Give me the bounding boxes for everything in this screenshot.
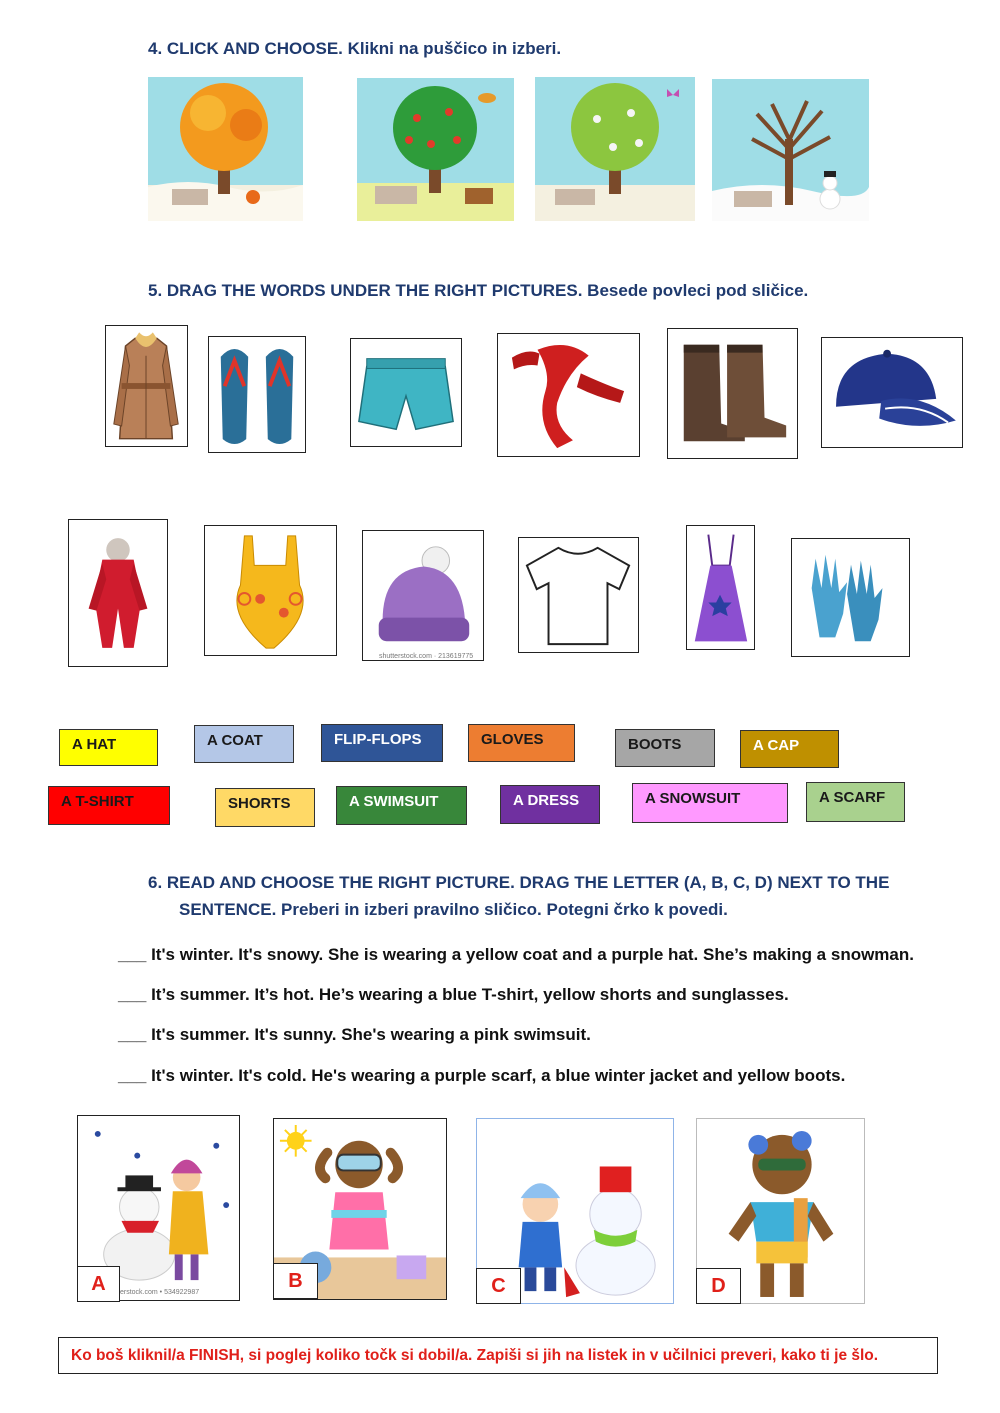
snowsuit-picture <box>68 519 168 667</box>
word-chip-gloves[interactable]: GLOVES <box>468 724 575 762</box>
word-chip-a-swimsuit[interactable]: A SWIMSUIT <box>336 786 467 825</box>
swimsuit-picture <box>204 525 337 656</box>
sentence-4[interactable]: ___ It's winter. It's cold. He's wearing a purple scarf, a blue winter jacket and yellow boots. <box>118 1066 846 1085</box>
word-chip-boots[interactable]: BOOTS <box>615 729 715 767</box>
scarf-picture <box>497 333 640 457</box>
cap-picture <box>821 337 963 448</box>
dress-picture <box>686 525 755 650</box>
spring-tree-picture[interactable] <box>535 77 695 221</box>
hat-watermark: shutterstock.com · 213619775 <box>379 653 474 660</box>
flip-flops-picture <box>208 336 306 453</box>
shorts-picture <box>350 338 462 447</box>
winter-tree-picture[interactable] <box>712 79 869 221</box>
coat-picture <box>105 325 188 447</box>
word-chip-a-cap[interactable]: A CAP <box>740 730 839 768</box>
gloves-picture <box>791 538 910 657</box>
word-chip-a-hat[interactable]: A HAT <box>59 729 158 766</box>
word-chip-a-t-shirt[interactable]: A T-SHIRT <box>48 786 170 825</box>
word-chip-flip-flops[interactable]: FLIP-FLOPS <box>321 724 443 762</box>
autumn-tree-picture[interactable] <box>148 77 303 221</box>
scene-a-watermark: erstock.com • 534922987 <box>120 1289 200 1296</box>
section-6-heading-line2: SENTENCE. Preberi in izberi pravilno sličico. Potegni črko k povedi. <box>179 900 728 919</box>
word-chip-a-scarf[interactable]: A SCARF <box>806 782 905 822</box>
letter-b-tile[interactable]: B <box>273 1263 318 1299</box>
boots-picture <box>667 328 798 459</box>
hat-picture <box>362 530 484 661</box>
sentence-2[interactable]: ___ It’s summer. It’s hot. He’s wearing a blue T-shirt, yellow shorts and sunglasses. <box>118 985 789 1004</box>
word-chip-shorts[interactable]: SHORTS <box>215 788 315 827</box>
finish-note: Ko boš kliknil/a FINISH, si poglej koliko točk si dobil/a. Zapiši si jih na listek in v učilnici preveri, kako ti je šlo. <box>58 1337 938 1374</box>
word-chip-a-dress[interactable]: A DRESS <box>500 785 600 824</box>
letter-a-tile[interactable]: A <box>77 1266 120 1302</box>
sentence-1[interactable]: ___ It's winter. It's snowy. She is wearing a yellow coat and a purple hat. She’s making a snowman. <box>118 945 914 964</box>
summer-tree-picture[interactable] <box>357 78 514 221</box>
section-4-heading: 4. CLICK AND CHOOSE. Klikni na puščico in izberi. <box>148 39 562 58</box>
letter-d-tile[interactable]: D <box>696 1268 741 1304</box>
word-chip-a-coat[interactable]: A COAT <box>194 725 294 763</box>
sentence-3[interactable]: ___ It's summer. It's sunny. She's wearing a pink swimsuit. <box>118 1025 591 1044</box>
letter-c-tile[interactable]: C <box>476 1268 521 1304</box>
section-5-heading: 5. DRAG THE WORDS UNDER THE RIGHT PICTURES. Besede povleci pod sličice. <box>148 281 809 300</box>
t-shirt-picture <box>518 537 639 653</box>
section-6-heading-line1: 6. READ AND CHOOSE THE RIGHT PICTURE. DRAG THE LETTER (A, B, C, D) NEXT TO THE <box>148 873 890 892</box>
word-chip-a-snowsuit[interactable]: A SNOWSUIT <box>632 783 788 823</box>
